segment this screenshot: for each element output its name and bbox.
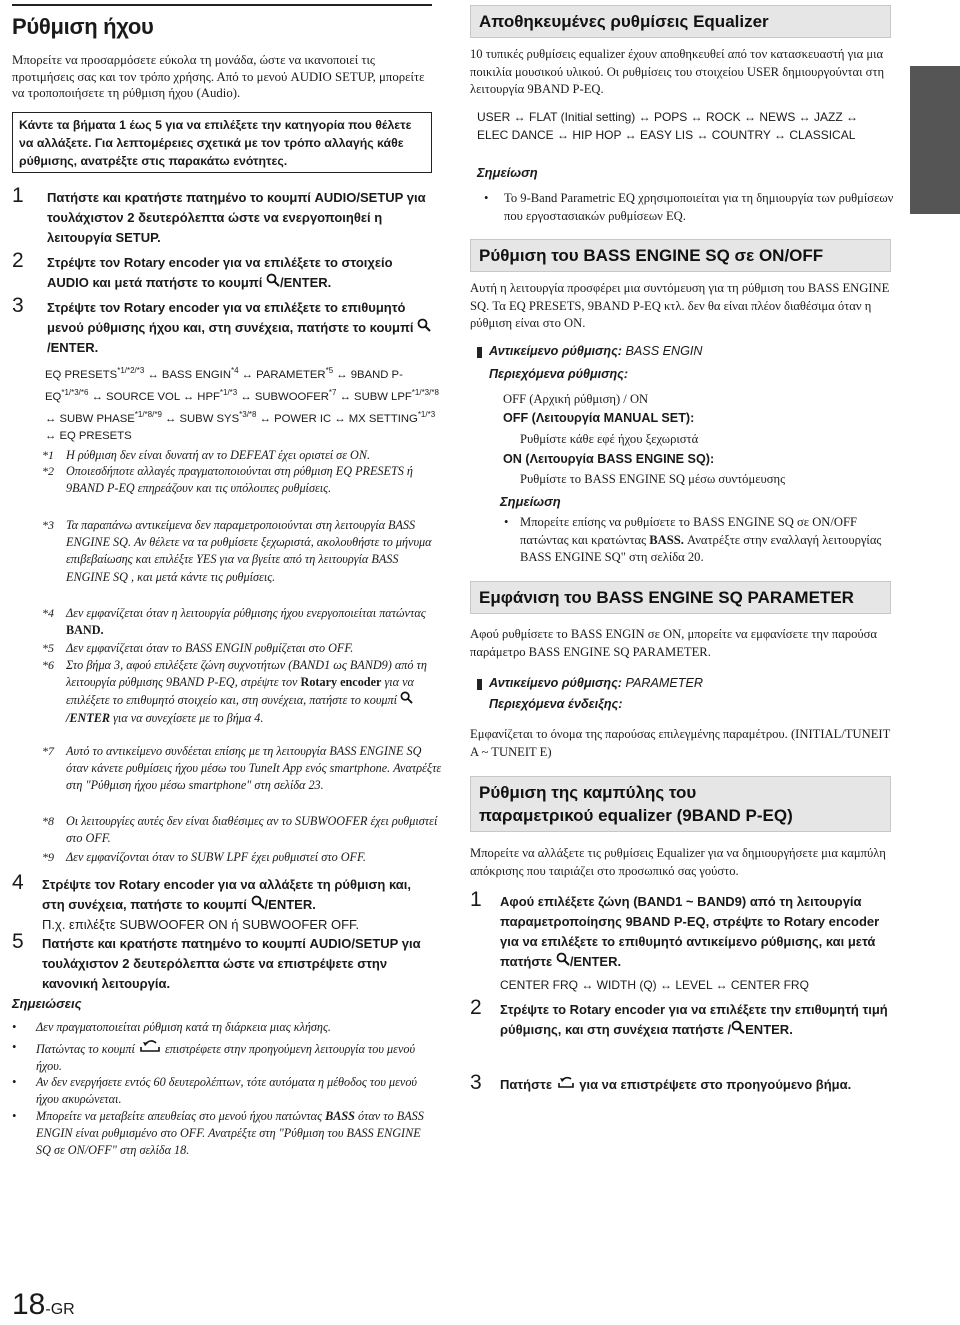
note-text: Ανατρέξτε στην εναλλαγή λειτουργίας BASS ENGINE SQ" στη σελίδα 20. (520, 532, 882, 565)
step-text-part: Αφού επιλέξετε ζώνη (BAND1 ~ BAND9) από τη λειτουργία παραμετροποίησης 9BAND P-EQ, στρέψτε το Rotary encoder για να επιλέξετε το επιθυμητό αντικείμενο ρύθμισης, και μετά πατήστε (500, 894, 880, 969)
eq-preset-item: NEWS (759, 110, 796, 124)
rotary-encoder-label: Rotary encoder (123, 300, 220, 315)
intro-paragraph: Μπορείτε να προσαρμόσετε εύκολα τη μονάδα, ώστε να ικανοποιεί τις προτιμήσεις σας και τον τρόπο χρήσης. Από το μενού AUDIO SETUP, μπορείτε να τροποποιήσετε τη ρύθμιση ήχου (Audio). (12, 53, 425, 100)
arrow-icon: ↔ (510, 110, 530, 124)
note-item (12, 1108, 432, 1159)
menu-chain-item: 9BAND P-EQ (45, 368, 403, 403)
arrow-icon: ↔ (770, 128, 790, 142)
bullet: • (12, 1040, 17, 1054)
footnote-text-part: Δεν εμφανίζεται όταν το BASS ENGIN ρυθμίζεται στο OFF. (66, 641, 354, 655)
arrow-icon: ↔ (635, 110, 654, 124)
step-number: 2 (12, 249, 24, 272)
arrow-icon: ↔ (88, 390, 107, 403)
footnote-ref: *1/*3/*6 (61, 387, 89, 397)
right-step-1 (470, 888, 892, 972)
bullet: • (12, 1075, 17, 1089)
arrow-icon: ↔ (45, 412, 60, 425)
arrow-icon: ↔ (238, 368, 257, 381)
footnote-text-part: Δεν εμφανίζεται όταν η λειτουργία ρύθμισης ήχου ενεργοποιείται πατώντας (66, 606, 426, 620)
note-text: Μπορείτε επίσης να ρυθμίσετε το BASS ENGINE SQ σε ON/OFF πατώντας και κρατώντας (520, 515, 857, 547)
note-text: Το 9-Band Parametric EQ χρησιμοποιείται για τη δημιουργία των ρυθμίσεων που εργοστασιακών ρυθμίσεων EQ. (504, 191, 894, 223)
arrow-icon: ↔ (553, 128, 573, 142)
display-contents-label: Περιεχόμενα ένδειξης: (489, 697, 623, 711)
arrow-icon: ↔ (333, 368, 351, 381)
footnote-mark: *3 (42, 518, 54, 532)
menu-chain-item: SUBW PHASE (59, 412, 135, 425)
page-number (12, 1288, 75, 1322)
step-text (500, 892, 892, 972)
footnote-text (66, 640, 444, 657)
bass-button-label: BASS (325, 1109, 355, 1123)
eq-preset-item: HIP HOP (572, 128, 622, 142)
heading-line: παραμετρικού equalizer (9BAND P-EQ) (479, 806, 793, 825)
arrow-icon: ↔ (331, 412, 349, 425)
step-number: 2 (470, 996, 482, 1019)
step-text-part: για να επιστρέψετε στο προηγούμενο βήμα. (575, 1077, 852, 1092)
menu-chain-item: SUBWOOFER (254, 390, 329, 403)
search-icon (266, 275, 280, 290)
bass-button-label: BASS. (649, 532, 684, 547)
footnote (42, 447, 444, 464)
right-step-3 (470, 1071, 892, 1095)
procedure-box-note: Κάντε τα βήματα 1 έως 5 για να επιλέξετε την κατηγορία που θέλετε να αλλάξετε. Για λεπτομέρειες σχετικά με τον τρόπο αλλαγής κάθε ρύθμισης, ανατρέξτε στις παρακάτω ενότητες. (12, 112, 432, 173)
setting-item-label: Αντικείμενο ρύθμισης: (489, 676, 622, 690)
arrow-icon: ↔ (712, 978, 731, 992)
eq-preset-item: FLAT (Initial setting) (529, 110, 636, 124)
arrow-icon: ↔ (179, 390, 198, 403)
eq-preset-item: COUNTRY (711, 128, 771, 142)
rotary-encoder-label: Rotary encoder (118, 877, 215, 892)
step-2 (12, 249, 434, 293)
footnote-text (66, 849, 444, 866)
footnote-text-part: Τα παραπάνω αντικείμενα δεν παραμετροποιούνται στη λειτουργία BASS ENGINE SQ. Αν θέλετε να τα ρυθμίσετε ξεχωριστά, ακολουθήστε το μήνυμα επιβεβαίωσης και επιλέξτε YES για να βγείτε από τη λειτουργία BASS ENGINE SQ , και μετά κάντε τις ρυθμίσεις. (66, 518, 432, 584)
step-text: Πατήστε και κρατήστε πατημένο το κουμπί AUDIO/SETUP για τουλάχιστον 2 δευτερόλεπτα ώστε να ενεργοποιηθεί η λειτουργία SETUP. (47, 190, 426, 245)
footnote (42, 657, 444, 727)
search-icon (400, 693, 413, 707)
bullet: • (504, 515, 509, 529)
footnote (42, 849, 444, 866)
heading-line: Ρύθμιση της καμπύλης του (479, 783, 697, 802)
note-text (36, 1074, 432, 1108)
arrow-icon: ↔ (237, 390, 255, 403)
step-text: Πατήστε και κρατήστε πατημένο το κουμπί AUDIO/SETUP για τουλάχιστον 2 δευτερόλεπτα ώστε να επιστρέψετε στην κανονική λειτουργία. (42, 936, 421, 991)
note-title: Σημείωση (500, 494, 561, 509)
return-icon (556, 1077, 576, 1092)
footnote-mark: *9 (42, 850, 54, 864)
peq-parameter-item: WIDTH (Q) (596, 978, 657, 992)
bullet: • (484, 191, 489, 205)
note-text (36, 1108, 432, 1159)
bass-engine-paragraph: Αυτή η λειτουργία προσφέρει μια συντόμευση για τη ρύθμιση του BASS ENGINE SQ. Τα EQ PRESETS, 9BAND P-EQ κτλ. δεν θα είναι πλέον διαθέσιμα όταν η ρύθμιση είναι στο ON. (470, 281, 890, 331)
menu-chain-item: POWER IC (274, 412, 332, 425)
step-text-part: Στρέψτε το Rotary encoder για να επιλέξετε την επιθυμητή τιμή ρύθμισης (500, 1002, 888, 1037)
note-text-part: Αν δεν ενεργήσετε εντός 60 δευτερολέπτων, τότε αυτόματα η μέθοδος του μενού ήχου ακυρώνεται. (36, 1075, 418, 1106)
enter-label: /ENTER. (264, 897, 316, 912)
peq-parameter-chain (500, 976, 890, 994)
notes-title: Σημειώσεις (12, 996, 82, 1011)
note-item (484, 190, 894, 225)
enter-label: /ENTER. (47, 340, 99, 355)
arrow-icon: ↔ (656, 978, 676, 992)
note-text-part: όταν το BASS ENGIN είναι ρυθμισμένο στο OFF. Ανατρέξτε στη "Ρύθμιση του BASS ENGINE SQ σε ON/OFF" στη σελίδα 18. (36, 1109, 424, 1157)
footnote-ref: *5 (325, 366, 334, 375)
equalizer-paragraph: 10 τυπικές ρυθμίσεις equalizer έχουν αποθηκευθεί από τον κατασκευαστή για μια ποικιλία μουσικού υλικού. Οι ρυθμίσεις του στοιχείου USER δημιουργούνται στη λειτουργία 9BAND P-EQ. (470, 47, 885, 97)
step-text (42, 875, 434, 935)
footnote-mark: *8 (42, 814, 54, 828)
step-3 (12, 294, 434, 358)
step-text-part: Στρέψτε τον (47, 300, 124, 315)
eq-preset-item: JAZZ (814, 110, 843, 124)
audio-menu-chain (45, 362, 440, 445)
step-text-part: , και στη συνέχεια πατήστε / (557, 1022, 732, 1037)
section-heading-equalizer: Αποθηκευμένες ρυθμίσεις Equalizer (470, 5, 891, 38)
arrow-icon: ↔ (144, 368, 162, 381)
enter-label: /ENTER (66, 710, 111, 725)
note-title: Σημείωση (477, 165, 538, 180)
menu-chain-item: EQ PRESETS (59, 430, 132, 443)
footnote-mark: *5 (42, 641, 54, 655)
step-text (500, 1075, 892, 1095)
section-heading-parameter: Εμφάνιση του BASS ENGINE SQ PARAMETER (470, 581, 891, 614)
menu-chain-item: SOURCE VOL (106, 390, 180, 403)
footnote (42, 813, 444, 847)
enter-label: /ENTER. (279, 275, 332, 290)
on-mode-desc: Ρυθμίστε το BASS ENGINE SQ μέσω συντόμευσης (520, 472, 786, 486)
footnote-text-part: για να επιλέξετε το επιθυμητό στοιχείο και, στη συνέχεια, πατήστε το κουμπί (66, 675, 414, 708)
step-example: Π.χ. επιλέξτε SUBWOOFER ON ή SUBWOOFER OFF. (42, 917, 360, 932)
footnote-text-part: Αυτό το αντικείμενο συνδέεται επίσης με τη λειτουργία BASS ENGINE SQ όταν κάνετε ρυθμίσεις ήχου μέσω του TuneIt App ενός smartphone. Ανατρέξτε στη "Ρύθμιση ήχου μέσω smartphone" στη σελίδα 23. (66, 744, 442, 793)
eq-preset-item: USER (477, 110, 511, 124)
step-1 (12, 184, 434, 248)
note-text-part: Πατώντας το κουμπί (36, 1042, 138, 1056)
setting-item-label: Αντικείμενο ρύθμισης: (489, 344, 622, 358)
square-bullet (477, 679, 482, 690)
section-heading-9band-peq (470, 776, 891, 832)
step-text (500, 1000, 892, 1040)
square-bullet (477, 347, 482, 358)
arrow-icon: ↔ (693, 128, 712, 142)
arrow-icon: ↔ (740, 110, 760, 124)
parameter-paragraph: Αφού ρυθμίσετε το BASS ENGIN σε ON, μπορείτε να εμφανίσετε την παρούσα παράμετρο BASS ENGINE SQ PARAMETER. (470, 627, 878, 659)
footnote-text (66, 743, 444, 795)
bullet: • (12, 1109, 17, 1123)
footnote-bold: BAND. (66, 623, 104, 638)
setting-item-parameter (489, 675, 909, 693)
footnote-text (66, 463, 444, 497)
arrow-icon: ↔ (687, 110, 706, 124)
step-text (47, 298, 434, 358)
footnote-text (66, 605, 444, 639)
menu-chain-item: BASS ENGIN (161, 368, 231, 381)
step-number: 5 (12, 930, 24, 953)
footnote (42, 743, 444, 795)
eq-preset-item: ROCK (705, 110, 741, 124)
eq-preset-item: ELEC DANCE (477, 128, 554, 142)
footnote-text-part: Δεν εμφανίζονται όταν το SUBW LPF έχει ρυθμιστεί στο OFF. (66, 850, 366, 864)
footnote-mark: *1 (42, 448, 54, 462)
setting-contents-label: Περιεχόμενα ρύθμισης: (489, 367, 629, 381)
setting-item-value: PARAMETER (625, 676, 703, 690)
page-title: Ρύθμιση ήχου (12, 4, 432, 40)
eq-preset-item: EASY LIS (639, 128, 694, 142)
footnote-text (66, 657, 444, 727)
off-mode-desc: Ρυθμίστε κάθε εφέ ήχου ξεχωριστά (520, 432, 699, 446)
step-text-part: για να επιλέξετε το στοιχείο AUDIO και μετά πατήστε το κουμπί (47, 255, 393, 290)
footnote-ref: *3/*8 (239, 409, 257, 419)
note-text-part: Δεν πραγματοποιείται ρύθμιση κατά τη διάρκεια μιας κλήσης. (36, 1020, 331, 1034)
step-number: 3 (12, 294, 24, 317)
footnote-bold: Rotary encoder (300, 675, 382, 690)
eq-preset-item: CLASSICAL (789, 128, 856, 142)
arrow-icon: ↔ (578, 978, 597, 992)
setting-item-bass (489, 343, 909, 361)
footnote-text-part: Η ρύθμιση δεν είναι δυνατή αν το DEFEAT έχει οριστεί σε ON. (66, 448, 371, 462)
arrow-icon: ↔ (45, 430, 60, 443)
footnote-ref: *7 (328, 387, 337, 397)
footnote-mark: *4 (42, 606, 54, 620)
right-step-2 (470, 996, 892, 1040)
enter-label: ENTER. (745, 1022, 793, 1037)
page-number-value: 18 (12, 1288, 46, 1321)
note-text (36, 1019, 432, 1036)
off-mode-title: OFF (Λειτουργία MANUAL SET): (503, 411, 695, 425)
step-number: 1 (470, 888, 482, 911)
footnote-mark: *7 (42, 744, 54, 758)
return-icon (138, 1042, 162, 1056)
peq-parameter-item: LEVEL (675, 978, 713, 992)
note-item (12, 1039, 432, 1075)
footnote-text-part: Οποιεσδήποτε αλλαγές πραγματοποιούνται στη ρύθμιση EQ PRESETS ή 9BAND P-EQ επηρεάζουν και τις υπόλοιπες ρυθμίσεις. (66, 464, 413, 496)
footnote (42, 517, 444, 586)
footnote-mark: *2 (42, 464, 54, 478)
arrow-icon: ↔ (621, 128, 640, 142)
step-text-part: Στρέψτε τον (42, 877, 119, 892)
note-text-part: Μπορείτε να μεταβείτε απευθείας στο μενού ήχου πατώντας (36, 1109, 326, 1123)
footnote (42, 640, 444, 657)
step-number: 4 (12, 871, 24, 894)
step-number: 1 (12, 184, 24, 207)
footnote-mark: *6 (42, 658, 54, 672)
eq-presets-chain (477, 108, 892, 144)
footnote-text (66, 813, 444, 847)
step-text-part: Πατήστε (500, 1077, 556, 1092)
arrow-icon: ↔ (161, 412, 180, 425)
menu-chain-item: SUBW SYS (179, 412, 240, 425)
peq-parameter-item: CENTER FRQ (730, 978, 809, 992)
footnote (42, 463, 444, 497)
menu-chain-item: MX SETTING (348, 412, 418, 425)
step-text-part: Στρέψτε τον (47, 255, 124, 270)
footnote-text (66, 447, 444, 464)
page-number-suffix: -GR (45, 1301, 75, 1318)
search-icon (251, 897, 265, 912)
on-mode-title: ON (Λειτουργία BASS ENGINE SQ): (503, 452, 715, 466)
footnote-text-part: Οι λειτουργίες αυτές δεν είναι διαθέσιμες αν το SUBWOOFER έχει ρυθμιστεί στο OFF. (66, 814, 438, 846)
arrow-icon: ↔ (336, 390, 355, 403)
arrow-icon: ↔ (256, 412, 275, 425)
footnote-ref: *1/*2/*3 (117, 366, 145, 375)
peq-paragraph: Μπορείτε να αλλάξετε τις ρυθμίσεις Equalizer για να δημιουργήσετε μια καμπύλη απόκρισης που ταιριάζει στο προσωπικό σας γούστο. (470, 846, 886, 878)
eq-preset-item: POPS (653, 110, 688, 124)
footnote-ref: *4 (230, 366, 239, 375)
step-text-part: για να αλλάξετε τη ρύθμιση και, στη συνέχεια, πατήστε το κουμπί (42, 877, 412, 912)
enter-label: /ENTER. (569, 954, 622, 969)
section-heading-bass-engine: Ρύθμιση του BASS ENGINE SQ σε ON/OFF (470, 239, 891, 272)
rotary-encoder-label: Rotary encoder (123, 255, 220, 270)
chapter-tab-marker (910, 66, 960, 214)
setting-contents-value: OFF (Αρχική ρύθμιση) / ON (503, 392, 649, 406)
footnote-text (66, 517, 444, 586)
note-item (504, 514, 892, 567)
setting-item-value: BASS ENGIN (625, 344, 703, 358)
menu-chain-item: PARAMETER (256, 368, 326, 381)
footnote-ref: *1/*3 (219, 387, 238, 397)
footnote-text-part: για να συνεχίσετε με το βήμα 4. (110, 710, 264, 725)
footnote-ref: *1/*3 (417, 409, 436, 419)
note-text (36, 1039, 432, 1075)
footnote-text-part: Στο βήμα 3, αφού επιλέξετε ζώνη συχνοτήτων (BAND1 ως BAND9) από τη λειτουργία ρύθμισης 9BAND P-EQ, στρέψτε τον (66, 658, 427, 690)
bullet: • (12, 1020, 17, 1034)
menu-chain-item: EQ PRESETS (45, 368, 118, 381)
note-text-part: επιστρέφετε στην προηγούμενη λειτουργία του μενού ήχου. (36, 1042, 416, 1073)
footnote-ref: *1/*3/*8 (411, 387, 439, 397)
note-item (12, 1019, 432, 1036)
step-5 (12, 930, 434, 994)
search-icon (556, 954, 570, 969)
footnote-ref: *1/*8/*9 (134, 409, 162, 419)
note-item (12, 1074, 432, 1108)
search-icon (417, 320, 431, 335)
search-icon (731, 1022, 745, 1037)
step-text-part: για να επιλέξετε το επιθυμητό μενού ρύθμισης ήχου και, στη συνέχεια, πατήστε το κουμπί (47, 300, 418, 335)
footnote (42, 605, 444, 639)
display-contents-paragraph: Εμφανίζεται το όνομα της παρούσας επιλεγμένης παραμέτρου. (INITIAL/TUNEIT A ~ TUNEIT E) (470, 727, 891, 759)
arrow-icon: ↔ (842, 110, 859, 124)
menu-chain-item: SUBW LPF (354, 390, 412, 403)
peq-parameter-item: CENTER FRQ (500, 978, 578, 992)
menu-chain-item: HPF (197, 390, 220, 403)
step-number: 3 (470, 1071, 482, 1094)
step-4 (12, 871, 434, 935)
step-text (47, 253, 434, 293)
arrow-icon: ↔ (795, 110, 814, 124)
